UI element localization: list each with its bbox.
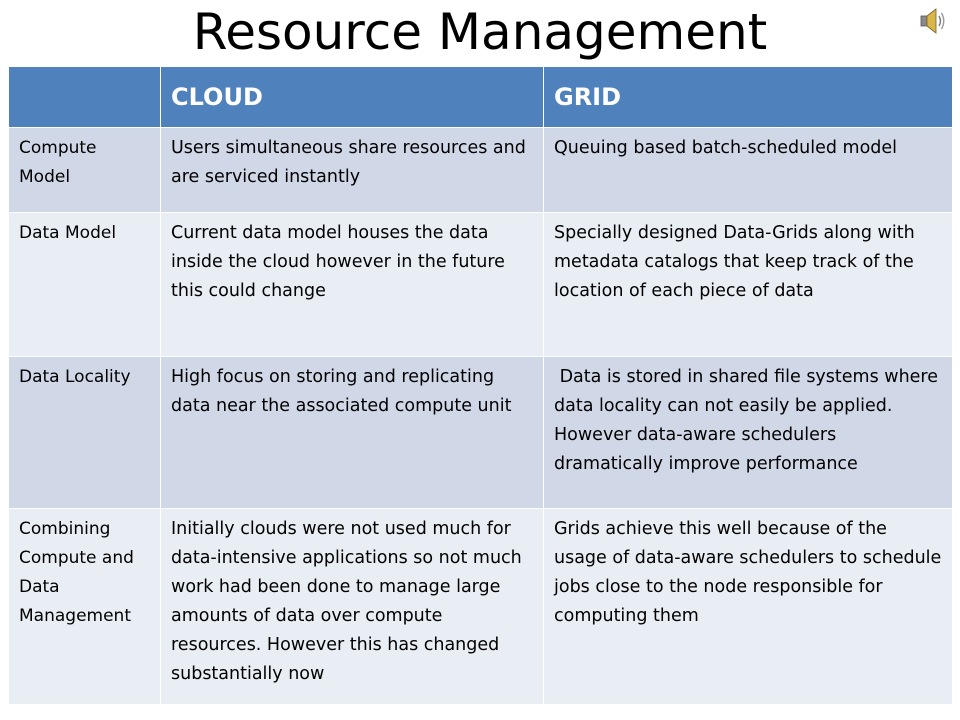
row-label: Data Locality bbox=[9, 357, 161, 509]
comparison-table bbox=[8, 66, 953, 705]
table-row bbox=[9, 357, 953, 509]
cloud-cell: Current data model houses the data inside the cloud however in the future this could change bbox=[161, 213, 544, 357]
cloud-cell: Users simultaneous share resources and are serviced instantly bbox=[161, 128, 544, 213]
table-row bbox=[9, 128, 953, 213]
cloud-cell: High focus on storing and replicating data near the associated compute unit bbox=[161, 357, 544, 509]
grid-cell: Specially designed Data-Grids along with metadata catalogs that keep track of the location of each piece of data bbox=[544, 213, 953, 357]
grid-cell: Queuing based batch-scheduled model bbox=[544, 128, 953, 213]
header-grid: GRID bbox=[544, 67, 953, 128]
speaker-icon[interactable] bbox=[918, 6, 948, 36]
row-label: Compute Model bbox=[9, 128, 161, 213]
cloud-cell: Initially clouds were not used much for data-intensive applications so not much work had been done to manage large amounts of data over compute resources. However this has changed substantially now bbox=[161, 509, 544, 705]
table-row bbox=[9, 213, 953, 357]
header-cloud: CLOUD bbox=[161, 67, 544, 128]
header-empty bbox=[9, 67, 161, 128]
slide-title: Resource Management bbox=[192, 3, 768, 61]
grid-cell: Grids achieve this well because of the usage of data-aware schedulers to schedule jobs close to the node responsible for computing them bbox=[544, 509, 953, 705]
row-label: Combining Compute and Data Management bbox=[9, 509, 161, 705]
row-label: Data Model bbox=[9, 213, 161, 357]
table-header-row bbox=[9, 67, 953, 128]
grid-cell: Data is stored in shared file systems where data locality can not easily be applied. However data-aware schedulers dramatically improve performance bbox=[544, 357, 953, 509]
table-row bbox=[9, 509, 953, 705]
